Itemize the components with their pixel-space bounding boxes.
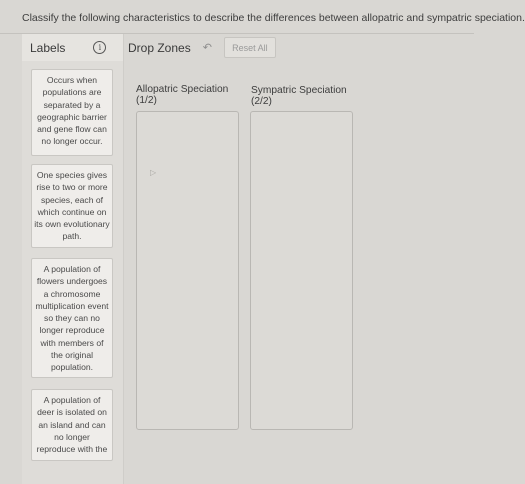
label-card[interactable]: A population of deer is isolated on an island and can no longer reproduce with the <box>31 389 113 461</box>
zone-name: Sympatric Speciation <box>251 85 347 96</box>
label-card[interactable]: Occurs when populations are separated by a geographic barrier and gene flow can no longer occur. <box>31 69 113 156</box>
reset-all-button[interactable]: Reset All <box>224 37 276 58</box>
label-card[interactable]: A population of flowers undergoes a chromosome multiplication event so they can no longer reproduce with members of the original population. <box>31 258 113 378</box>
allopatric-drop-zone[interactable] <box>136 111 239 430</box>
label-card[interactable]: One species gives rise to two or more species, each of which continue on its own evolutionary path. <box>31 164 113 248</box>
labels-title: Labels <box>30 40 66 55</box>
drop-zones-header <box>123 34 474 61</box>
sympatric-drop-zone[interactable] <box>250 111 353 430</box>
sympatric-zone-title <box>251 85 347 107</box>
allopatric-zone-title <box>136 84 228 106</box>
labels-header <box>22 34 124 61</box>
drop-zones-title: Drop Zones <box>128 40 191 55</box>
info-icon[interactable]: i <box>93 41 106 54</box>
zone-count: (1/2) <box>136 95 157 106</box>
undo-icon[interactable]: ↶ <box>202 42 212 54</box>
labels-list <box>22 61 124 484</box>
cursor-icon: ▷ <box>150 168 157 177</box>
zone-count: (2/2) <box>251 96 272 107</box>
zone-name: Allopatric Speciation <box>136 84 229 95</box>
instruction-text: Classify the following characteristics to describe the differences between allopatric and sympatric speciation. <box>22 12 525 24</box>
